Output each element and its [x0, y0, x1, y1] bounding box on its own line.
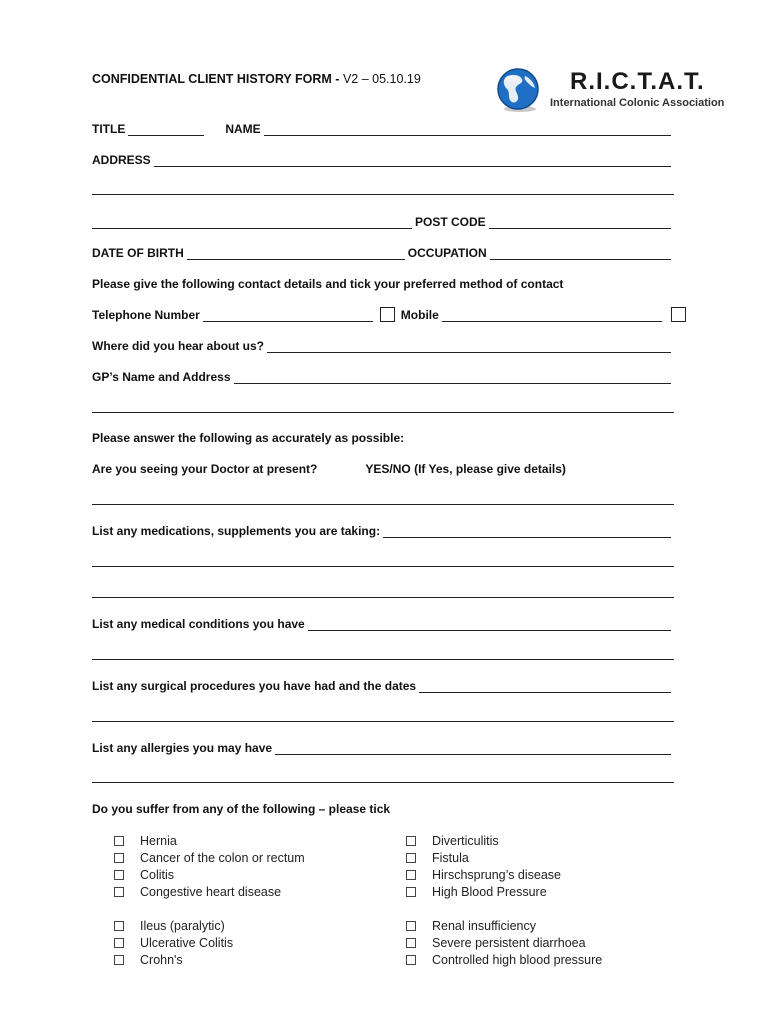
name-field[interactable]	[264, 122, 671, 136]
suffer-label: Do you suffer from any of the following – please tick	[92, 802, 391, 816]
doctor-answer-hint: YES/NO (If Yes, please give details)	[365, 462, 566, 476]
form-header	[92, 66, 732, 122]
condition-label: Congestive heart disease	[140, 885, 282, 899]
medical-instruction-row	[92, 427, 674, 445]
condition-checkbox[interactable]	[406, 921, 416, 931]
condition-label: Hirschsprung’s disease	[432, 868, 561, 882]
title-name-row	[92, 118, 674, 136]
postcode-label: POST CODE	[415, 215, 486, 229]
doctor-row	[92, 458, 674, 476]
allergies-row	[92, 737, 674, 755]
logo-name: R.I.C.T.A.T.	[570, 68, 705, 95]
surgical-field-1[interactable]	[419, 679, 671, 693]
condition-checkbox[interactable]	[406, 938, 416, 948]
gp-field-1[interactable]	[234, 370, 672, 384]
occupation-label: OCCUPATION	[407, 246, 487, 260]
condition-checkbox[interactable]	[114, 853, 124, 863]
contact-instruction: Please give the following contact details and tick your preferred method of contact	[92, 277, 564, 291]
name-label: NAME	[225, 122, 261, 136]
occupation-field[interactable]	[490, 246, 671, 260]
rictat-logo	[494, 66, 724, 122]
conditions-label: List any medical conditions you have	[92, 617, 305, 631]
condition-checkbox[interactable]	[406, 836, 416, 846]
allergies-field-2[interactable]	[92, 782, 674, 783]
suffer-row	[92, 798, 674, 816]
condition-label: Renal insufficiency	[432, 919, 536, 933]
dob-field[interactable]	[187, 246, 405, 260]
mobile-label: Mobile	[400, 308, 439, 322]
hear-about-label: Where did you hear about us?	[92, 339, 265, 353]
form-title	[92, 72, 421, 86]
dob-label: DATE OF BIRTH	[92, 246, 184, 260]
allergies-field-1[interactable]	[275, 741, 671, 755]
contact-instruction-row	[92, 273, 674, 291]
postcode-row	[92, 211, 674, 229]
condition-label: High Blood Pressure	[432, 885, 547, 899]
condition-item[interactable]	[406, 952, 602, 968]
condition-label: Ulcerative Colitis	[140, 936, 234, 950]
condition-item[interactable]	[406, 884, 547, 900]
allergies-label: List any allergies you may have	[92, 741, 273, 755]
condition-label: Hernia	[140, 834, 177, 848]
condition-item[interactable]	[406, 850, 469, 866]
globe-icon	[494, 67, 542, 115]
telephone-field[interactable]	[203, 308, 373, 322]
condition-item[interactable]	[406, 918, 536, 934]
condition-label: Cancer of the colon or rectum	[140, 851, 305, 865]
condition-checkbox[interactable]	[114, 938, 124, 948]
title-field[interactable]	[128, 122, 204, 136]
condition-checkbox[interactable]	[406, 887, 416, 897]
hear-about-row	[92, 335, 674, 353]
doctor-details-field[interactable]	[92, 504, 674, 505]
postcode-field[interactable]	[489, 215, 671, 229]
condition-label: Controlled high blood pressure	[432, 953, 603, 967]
condition-label: Diverticulitis	[432, 834, 499, 848]
condition-label: Colitis	[140, 868, 175, 882]
condition-item[interactable]	[114, 850, 305, 866]
medications-label: List any medications, supplements you are taking:	[92, 524, 381, 538]
medications-row	[92, 520, 674, 538]
condition-checkbox[interactable]	[114, 921, 124, 931]
gp-field-2[interactable]	[92, 412, 674, 413]
condition-checkbox[interactable]	[114, 887, 124, 897]
condition-item[interactable]	[406, 833, 499, 849]
conditions-field-2[interactable]	[92, 659, 674, 660]
condition-item[interactable]	[114, 867, 174, 883]
medications-field-3[interactable]	[92, 597, 674, 598]
dob-occupation-row	[92, 242, 674, 260]
condition-label: Severe persistent diarrhoea	[432, 936, 586, 950]
condition-checkbox[interactable]	[406, 870, 416, 880]
address-row	[92, 149, 674, 167]
condition-item[interactable]	[406, 935, 586, 951]
logo-subtitle: International Colonic Association	[550, 97, 725, 109]
hear-about-field[interactable]	[267, 339, 671, 353]
condition-checkbox[interactable]	[114, 955, 124, 965]
telephone-label: Telephone Number	[92, 308, 200, 322]
medications-field-1[interactable]	[383, 524, 671, 538]
condition-item[interactable]	[114, 918, 225, 934]
conditions-row	[92, 613, 674, 631]
address-field-3[interactable]	[92, 215, 412, 229]
condition-label: Fistula	[432, 851, 469, 865]
address-field-1[interactable]	[154, 153, 671, 167]
gp-label: GP’s Name and Address	[92, 370, 231, 384]
address-field-2[interactable]	[92, 194, 674, 195]
condition-item[interactable]	[114, 935, 233, 951]
condition-checkbox[interactable]	[114, 836, 124, 846]
medical-instruction: Please answer the following as accurately as possible:	[92, 431, 405, 445]
gp-row	[92, 366, 674, 384]
condition-item[interactable]	[114, 833, 177, 849]
surgical-label: List any surgical procedures you have had and the dates	[92, 679, 417, 693]
doctor-question: Are you seeing your Doctor at present?	[92, 462, 318, 476]
title-label: TITLE	[92, 122, 126, 136]
address-label: ADDRESS	[92, 153, 151, 167]
condition-checkbox[interactable]	[114, 870, 124, 880]
condition-label: Ileus (paralytic)	[140, 919, 225, 933]
condition-checkbox[interactable]	[406, 955, 416, 965]
surgical-row	[92, 675, 674, 693]
condition-label: Crohn's	[140, 953, 183, 967]
form-title-text: CONFIDENTIAL CLIENT HISTORY FORM -	[92, 72, 340, 86]
condition-checkbox[interactable]	[406, 853, 416, 863]
conditions-field-1[interactable]	[308, 617, 671, 631]
condition-item[interactable]	[114, 952, 183, 968]
medications-field-2[interactable]	[92, 566, 674, 567]
surgical-field-2[interactable]	[92, 721, 674, 722]
telephone-checkbox[interactable]	[380, 307, 395, 322]
phone-row	[92, 304, 686, 322]
condition-item[interactable]	[406, 867, 561, 883]
condition-item[interactable]	[114, 884, 281, 900]
mobile-checkbox[interactable]	[671, 307, 686, 322]
form-version: V2 – 05.10.19	[342, 72, 421, 86]
mobile-field[interactable]	[442, 308, 662, 322]
